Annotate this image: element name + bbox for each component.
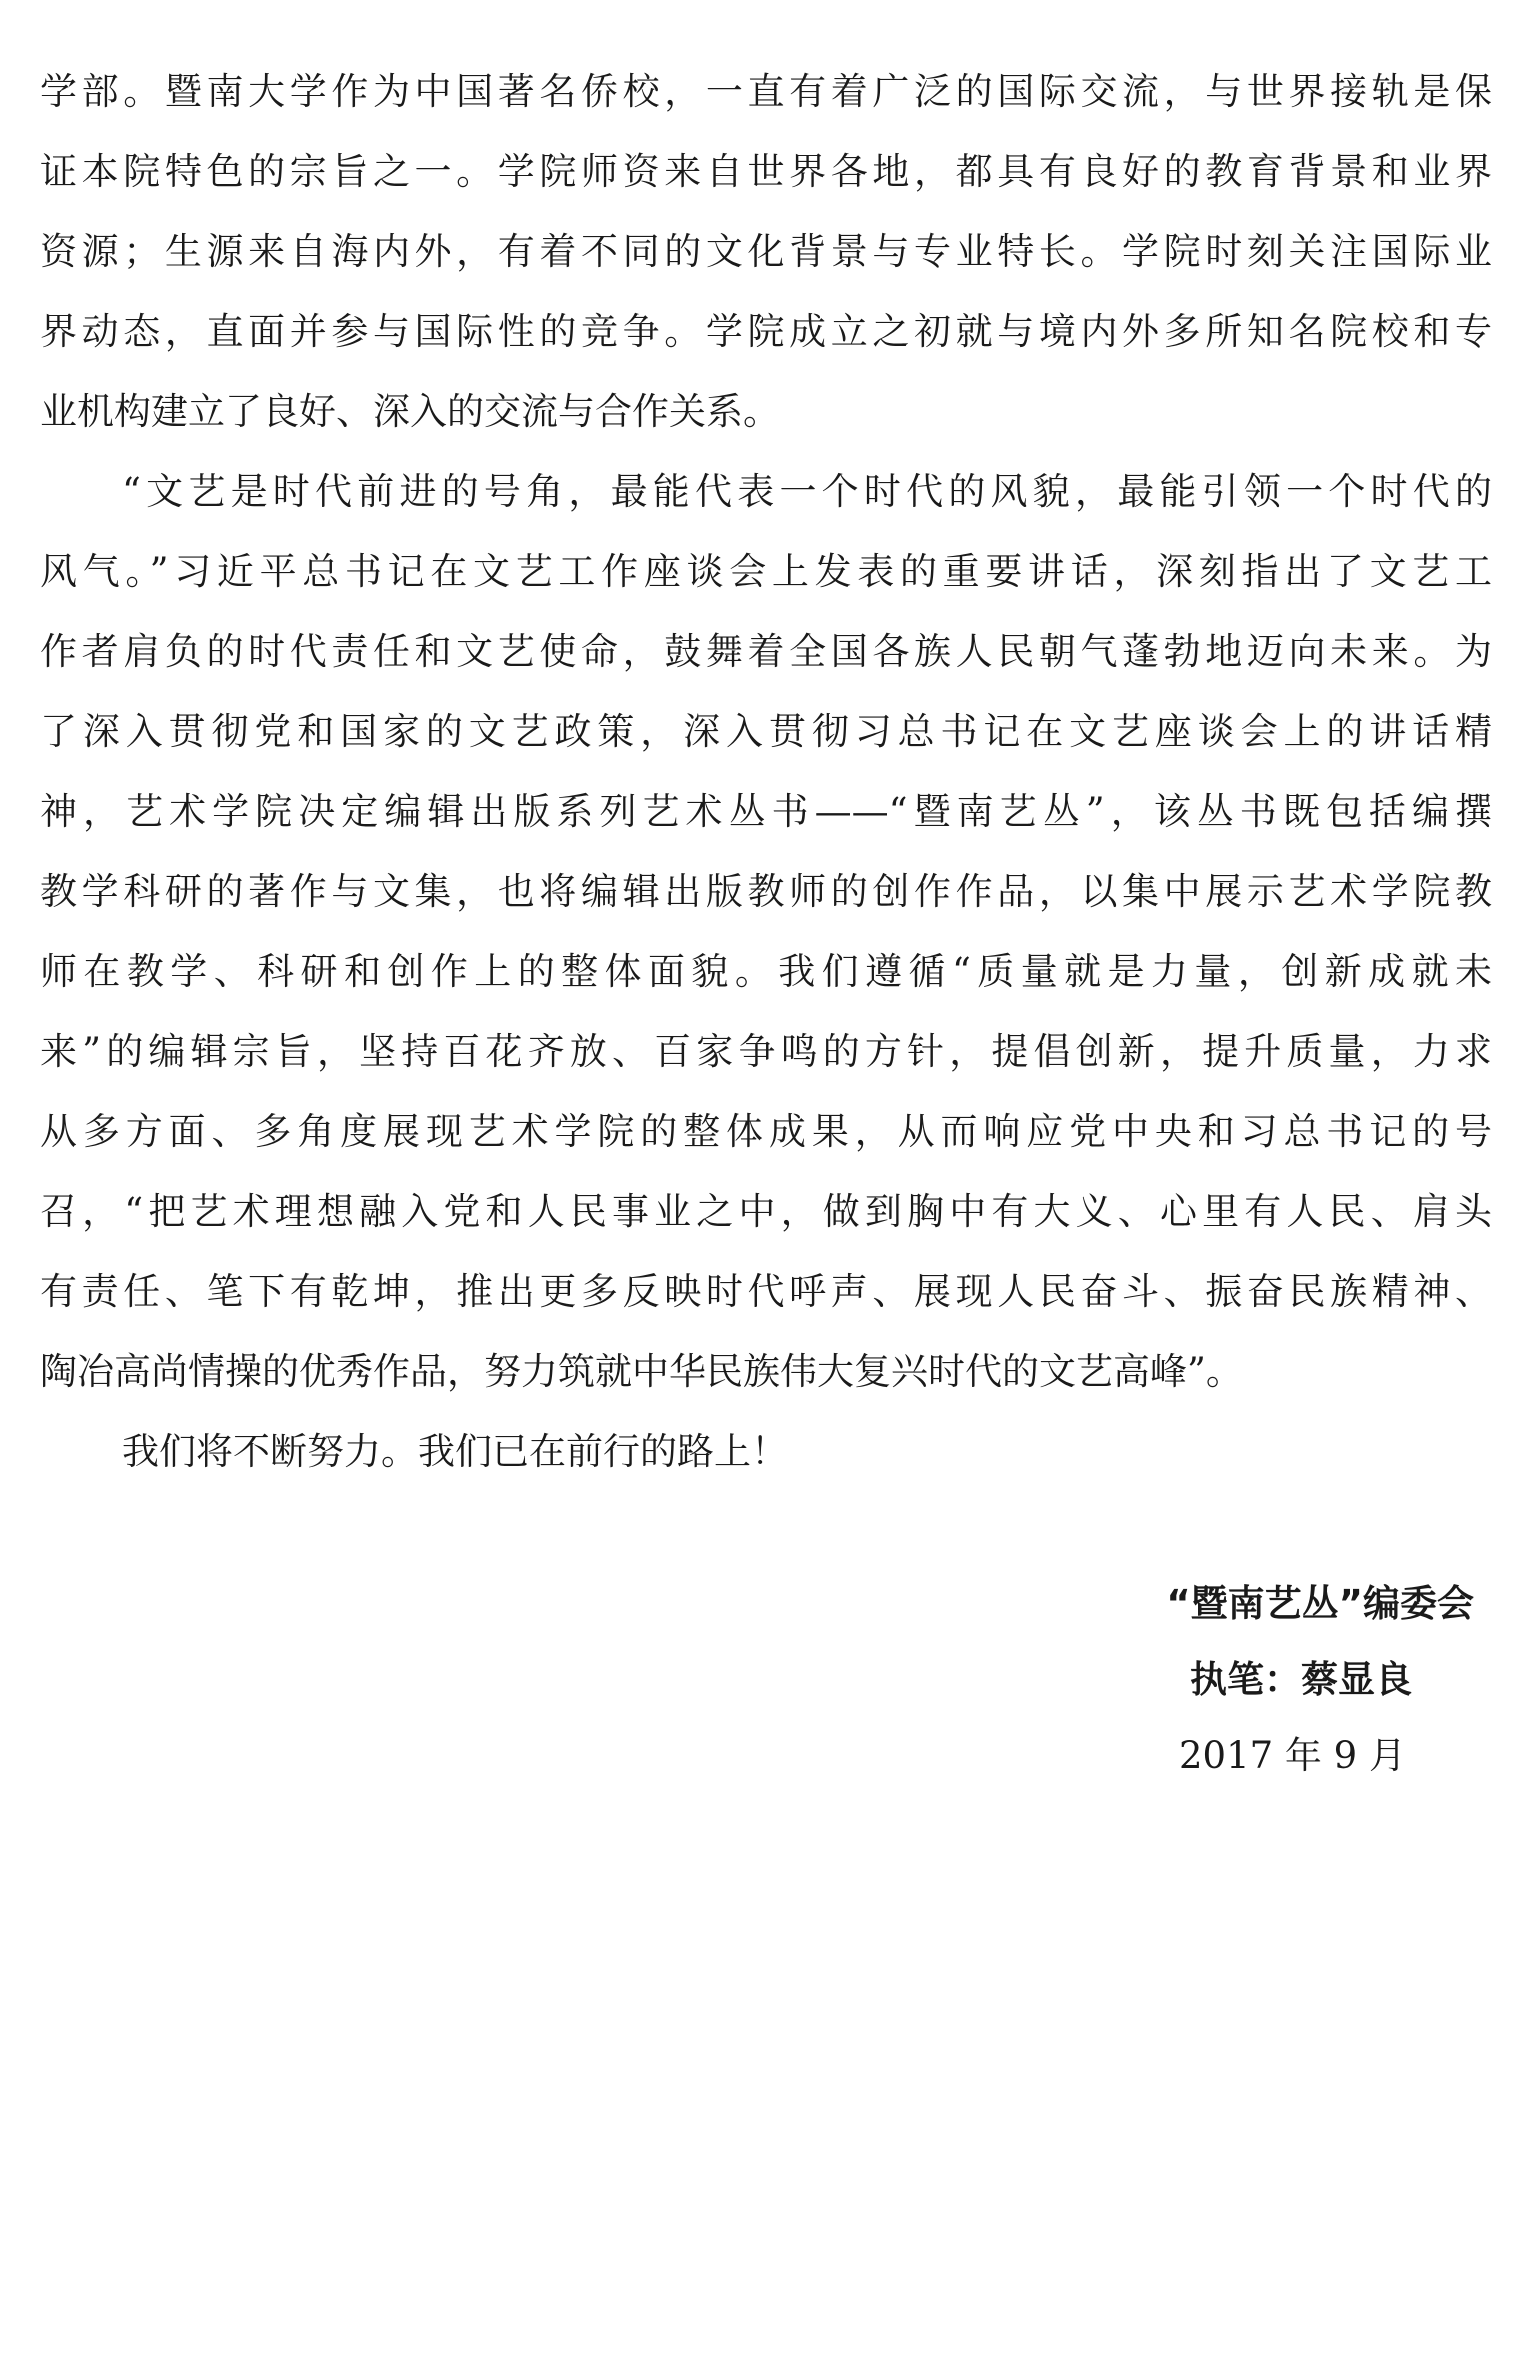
editorial-committee: “暨南艺丛”编委会 — [1166, 1582, 1474, 1625]
body-text — [40, 52, 1492, 1492]
text-line: 界动态，直面并参与国际性的竞争。学院成立之初就与境内外多所知名院校和专 — [40, 310, 1492, 353]
date-line: 2017 年 9 月 — [1179, 1734, 1406, 1777]
text-line: 资源；生源来自海内外，有着不同的文化背景与专业特长。学院时刻关注国际业 — [40, 230, 1492, 273]
text-line: 学部。暨南大学作为中国著名侨校，一直有着广泛的国际交流，与世界接轨是保 — [40, 70, 1492, 113]
text-line: 我们将不断努力。我们已在前行的路上！ — [122, 1430, 788, 1473]
text-line: 召，“把艺术理想融入党和人民事业之中，做到胸中有大义、心里有人民、肩头 — [40, 1190, 1492, 1233]
text-line: 神，艺术学院决定编辑出版系列艺术丛书——“暨南艺丛”，该丛书既包括编撰 — [40, 790, 1492, 833]
text-line: 证本院特色的宗旨之一。学院师资来自世界各地，都具有良好的教育背景和业界 — [40, 150, 1492, 193]
text-line: 陶冶高尚情操的优秀作品，努力筑就中华民族伟大复兴时代的文艺高峰”。 — [40, 1350, 1243, 1393]
text-line: 了深入贯彻党和国家的文艺政策，深入贯彻习总书记在文艺座谈会上的讲话精 — [40, 710, 1492, 753]
text-line: 业机构建立了良好、深入的交流与合作关系。 — [40, 390, 780, 433]
text-line: 风气。”习近平总书记在文艺工作座谈会上发表的重要讲话，深刻指出了文艺工 — [40, 550, 1492, 593]
text-line: 教学科研的著作与文集，也将编辑出版教师的创作作品，以集中展示艺术学院教 — [40, 870, 1492, 913]
text-line: 来”的编辑宗旨，坚持百花齐放、百家争鸣的方针，提倡创新，提升质量，力求 — [40, 1030, 1492, 1073]
text-line: 作者肩负的时代责任和文艺使命，鼓舞着全国各族人民朝气蓬勃地迈向未来。为 — [40, 630, 1492, 673]
text-line: 从多方面、多角度展现艺术学院的整体成果，从而响应党中央和习总书记的号 — [40, 1110, 1492, 1153]
author-credit: 执笔：蔡显良 — [1190, 1658, 1412, 1701]
text-line: “文艺是时代前进的号角，最能代表一个时代的风貌，最能引领一个时代的 — [122, 470, 1492, 513]
text-line: 师在教学、科研和创作上的整体面貌。我们遵循“质量就是力量，创新成就未 — [40, 950, 1492, 993]
text-line: 有责任、笔下有乾坤，推出更多反映时代呼声、展现人民奋斗、振奋民族精神、 — [40, 1270, 1492, 1313]
signature-block — [994, 1566, 1474, 1794]
